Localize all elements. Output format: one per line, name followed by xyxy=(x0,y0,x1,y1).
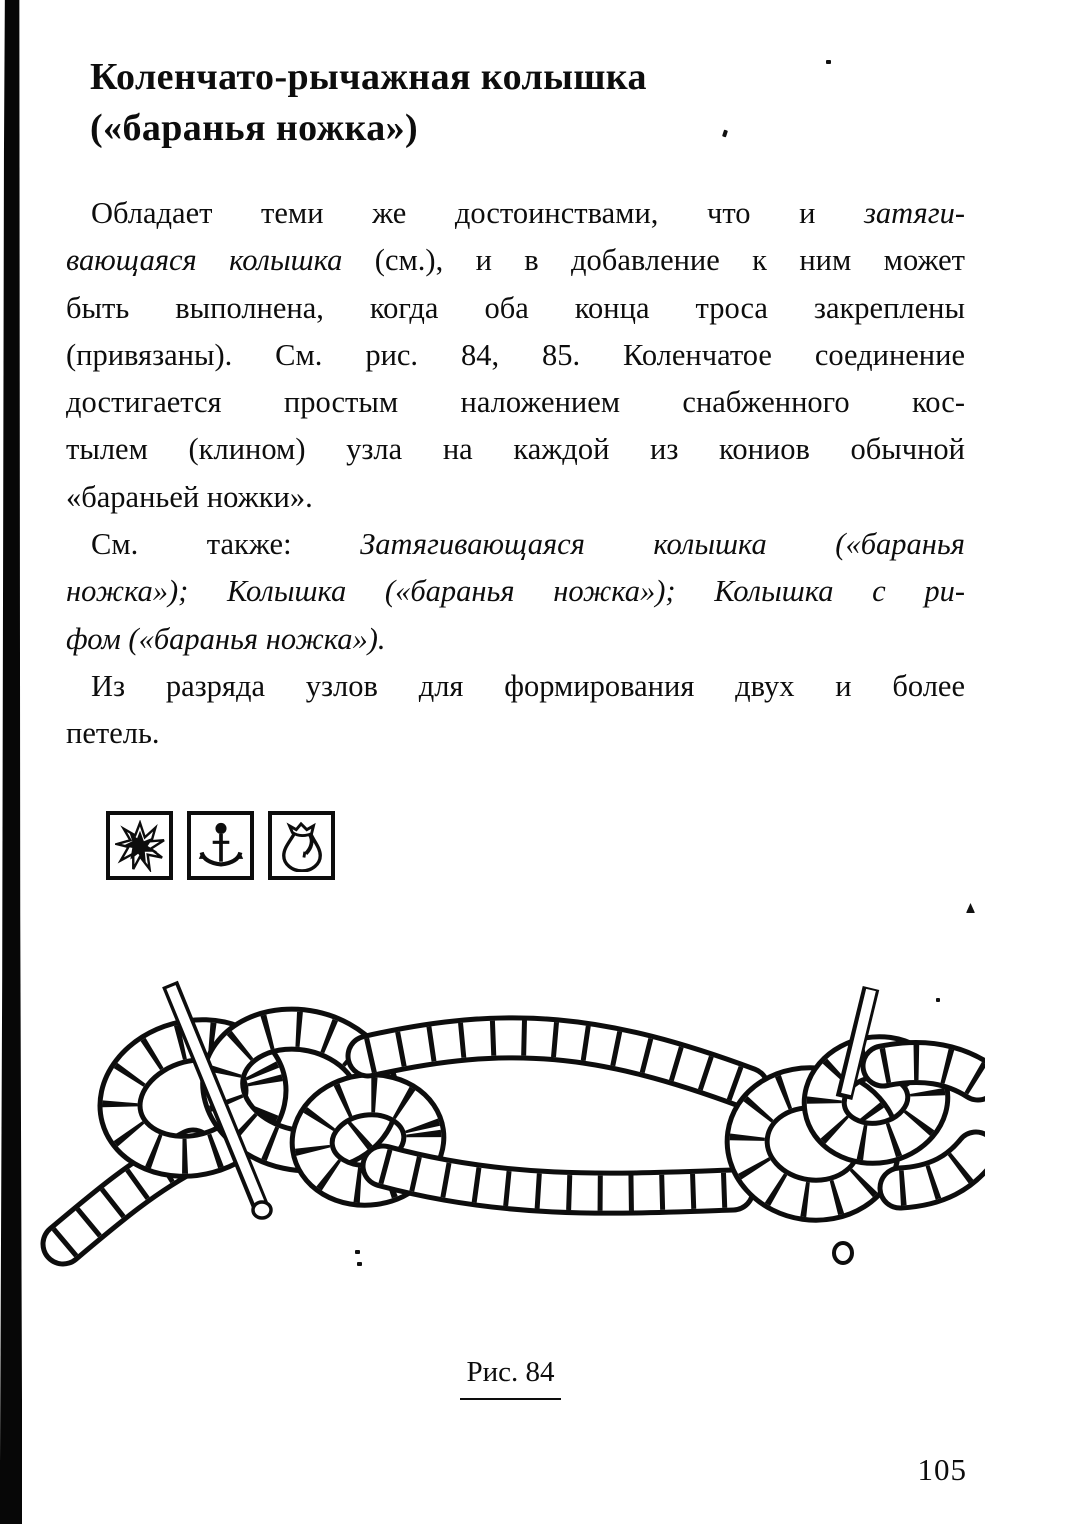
text-segment: «бараньей ножки». xyxy=(66,479,313,514)
text-segment: достигается простым наложением снабженного кос- xyxy=(66,385,965,420)
italic-text-segment: ножка»); Колышка («баранья ножка»); Колышка с ри- xyxy=(66,574,965,609)
scan-speck xyxy=(826,60,831,64)
text-line xyxy=(66,710,965,757)
scan-speck xyxy=(936,998,940,1002)
text-line xyxy=(66,521,965,568)
text-line xyxy=(66,285,965,332)
text-segment: (см.), и в добавление к ним может xyxy=(342,243,965,278)
scan-speck xyxy=(966,903,975,913)
anchor-icon-glyph xyxy=(197,820,245,872)
page-title-line1: Коленчато-рычажная колышка xyxy=(90,56,647,98)
text-line xyxy=(66,616,965,663)
knot-figure xyxy=(38,948,985,1306)
text-segment: Из разряда узлов для формирования двух и более xyxy=(91,668,965,703)
scan-speck xyxy=(355,1250,360,1254)
italic-text-segment: Затягивающаяся колышка («баранья xyxy=(360,527,965,562)
text-line xyxy=(66,568,965,615)
star-icon xyxy=(106,811,173,880)
scan-speck xyxy=(357,1262,362,1266)
italic-text-segment: затяги- xyxy=(863,196,965,230)
text-line xyxy=(66,663,965,710)
body-text xyxy=(66,190,965,758)
text-segment: См. также: xyxy=(91,527,361,562)
page-title-line2: («баранья ножка») xyxy=(90,107,419,149)
star-icon-glyph xyxy=(115,820,165,872)
text-line xyxy=(66,237,965,284)
text-line xyxy=(66,474,965,521)
rope-end-tip xyxy=(834,1243,852,1263)
italic-text-segment: фом («баранья ножка»). xyxy=(66,621,386,656)
text-line xyxy=(66,426,965,473)
usage-icons-row xyxy=(106,811,335,880)
text-line xyxy=(66,332,965,379)
text-segment: тылем (клином) узла на каждой из кониов обычной xyxy=(66,432,965,467)
sack-icon xyxy=(268,811,335,880)
figure-caption xyxy=(0,1356,1065,1400)
text-segment: (привязаны). См. рис. 84, 85. Коленчатое соединение xyxy=(66,337,965,372)
sack-icon-glyph xyxy=(278,820,326,872)
anchor-icon xyxy=(187,811,254,880)
italic-text-segment: вающаяся колышка xyxy=(66,243,343,278)
text-segment: быть выполнена, когда оба конца троса закреплены xyxy=(66,290,965,325)
page-title xyxy=(90,52,950,154)
text-segment: Обладает теми же достоинствами, что и xyxy=(91,196,864,230)
knot-illustration xyxy=(38,948,985,1306)
text-line xyxy=(66,190,965,237)
text-segment: петель. xyxy=(66,716,160,751)
scan-binding-bar xyxy=(0,0,22,1524)
text-line xyxy=(66,379,965,426)
figure-caption-text: Рис. 84 xyxy=(460,1356,560,1400)
page-number: 105 xyxy=(917,1452,967,1487)
